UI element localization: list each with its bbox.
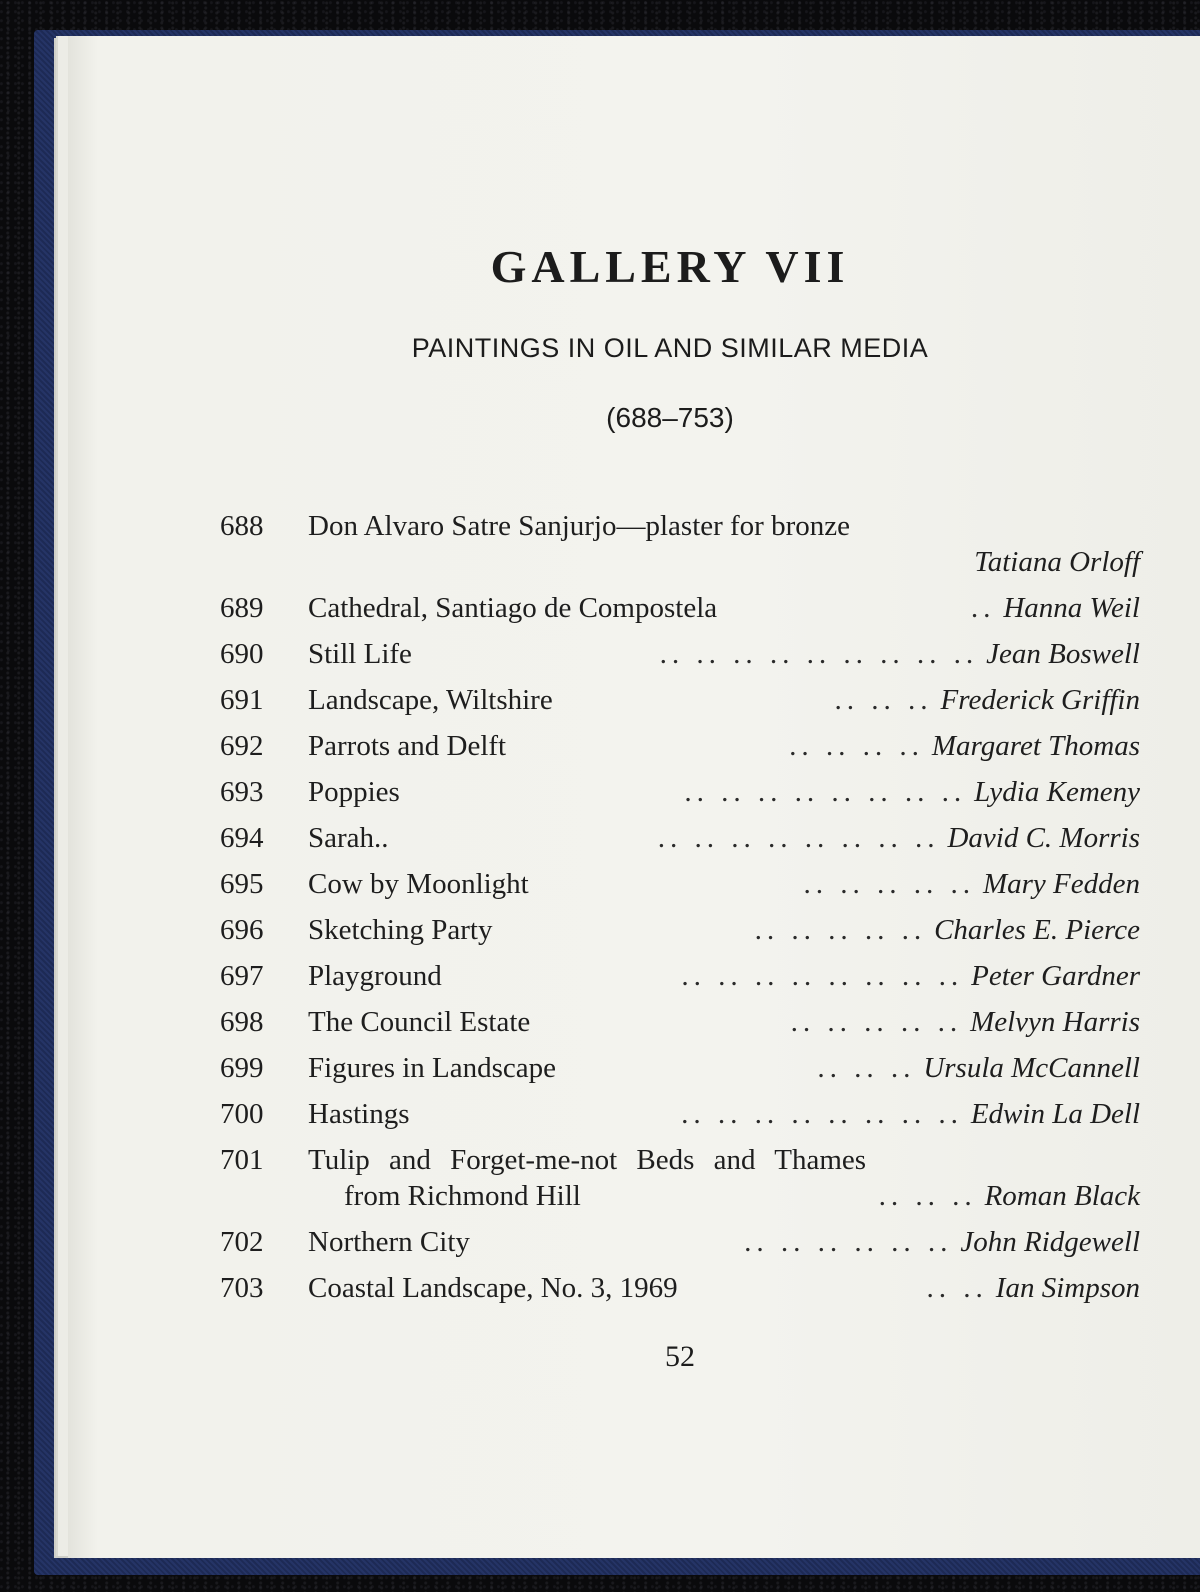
entry-number: 693 <box>220 776 264 808</box>
dot-leader: .. <box>971 592 997 624</box>
entries-list <box>220 510 1140 1318</box>
list-item <box>220 1272 1140 1318</box>
entry-artist <box>804 868 1140 901</box>
dot-leader: .. .. .. <box>879 1180 978 1212</box>
list-item <box>220 1098 1140 1144</box>
entry-number: 688 <box>220 510 264 542</box>
artist-name: Jean Boswell <box>986 638 1140 670</box>
list-item <box>220 1052 1140 1098</box>
entry-title: Tulip and Forget-me-not Beds and Thames <box>308 1144 867 1176</box>
entry-title: Playground <box>308 960 442 992</box>
dot-leader: .. .. .. .. .. .. <box>744 1226 954 1258</box>
artist-name: David C. Morris <box>947 822 1140 854</box>
artist-name: Frederick Griffin <box>940 684 1140 716</box>
entry-number: 694 <box>220 822 264 854</box>
dot-leader: .. .. .. .. .. <box>755 914 927 946</box>
entry-artist <box>879 1180 1140 1213</box>
list-item <box>220 822 1140 868</box>
entry-title: Sketching Party <box>308 914 493 946</box>
artist-name: Margaret Thomas <box>931 730 1140 762</box>
dot-leader: .. .. <box>927 1272 989 1304</box>
entry-artist <box>972 592 1140 625</box>
entry-title: Parrots and Delft <box>308 730 507 762</box>
artist-name: Roman Black <box>984 1180 1140 1212</box>
section-subtitle: PAINTINGS IN OIL AND SIMILAR MEDIA <box>411 333 929 363</box>
entry-number: 690 <box>220 638 264 670</box>
entry-number: 699 <box>220 1052 264 1084</box>
list-item <box>220 776 1140 822</box>
page-title: GALLERY VII <box>490 241 850 292</box>
entry-artist <box>682 1098 1140 1131</box>
entry-number: 698 <box>220 1006 264 1038</box>
artist-name: Ursula McCannell <box>923 1052 1140 1084</box>
dot-leader: .. .. .. .. .. .. .. .. <box>681 1098 964 1130</box>
page-number: 52 <box>665 1340 695 1373</box>
entry-artist <box>755 914 1140 947</box>
artist-name: John Ridgewell <box>960 1226 1140 1258</box>
entry-number: 692 <box>220 730 264 762</box>
dot-leader: .. .. .. .. .. <box>791 1006 963 1038</box>
list-item <box>220 592 1140 638</box>
dot-leader: .. .. .. .. .. .. .. .. .. <box>660 638 979 670</box>
entry-title: Coastal Landscape, No. 3, 1969 <box>308 1272 678 1304</box>
entry-artist <box>682 960 1140 993</box>
artist-name: Charles E. Pierce <box>934 914 1140 946</box>
dot-leader: .. .. .. .. .. .. .. .. <box>685 776 967 808</box>
artist-name: Hanna Weil <box>1003 592 1140 624</box>
entry-title: Sarah.. <box>308 822 389 854</box>
entry-artist <box>658 822 1140 855</box>
entry-artist <box>745 1226 1140 1259</box>
list-item <box>220 1006 1140 1052</box>
entry-number: 701 <box>220 1144 264 1176</box>
entry-artist <box>927 1272 1140 1305</box>
entry-number: 703 <box>220 1272 264 1304</box>
entry-number: 697 <box>220 960 264 992</box>
entry-title: The Council Estate <box>308 1006 531 1038</box>
entry-title: Landscape, Wiltshire <box>308 684 553 716</box>
artist-name: Melvyn Harris <box>970 1006 1140 1038</box>
entry-title: Cow by Moonlight <box>308 868 529 900</box>
entry-title: Don Alvaro Satre Sanjurjo—plaster for bronze <box>308 510 850 542</box>
entry-title: Figures in Landscape <box>308 1052 557 1084</box>
dot-leader: .. .. .. .. .. .. .. .. <box>658 822 941 854</box>
list-item <box>220 684 1140 730</box>
entry-number: 702 <box>220 1226 264 1258</box>
number-range: (688–753) <box>606 402 734 433</box>
entry-artist <box>685 776 1140 809</box>
list-item <box>220 510 1140 592</box>
dot-leader: .. .. .. .. .. <box>804 868 976 900</box>
artist-name: Ian Simpson <box>995 1272 1140 1304</box>
dot-leader: .. .. .. <box>835 684 934 716</box>
entry-title: Hastings <box>308 1098 410 1130</box>
list-item <box>220 1144 1140 1226</box>
entry-number: 700 <box>220 1098 264 1130</box>
entry-artist <box>790 730 1140 763</box>
list-item <box>220 960 1140 1006</box>
entry-title: Northern City <box>308 1226 470 1258</box>
dot-leader: .. .. .. .. <box>789 730 925 762</box>
artist-name: Edwin La Dell <box>970 1098 1140 1130</box>
entry-number: 691 <box>220 684 264 716</box>
dot-leader: .. .. .. .. .. .. .. .. <box>682 960 964 992</box>
list-item <box>220 868 1140 914</box>
entry-artist <box>660 638 1140 671</box>
artist-name: Peter Gardner <box>971 960 1140 992</box>
entry-number: 696 <box>220 914 264 946</box>
list-item <box>220 914 1140 960</box>
entry-artist <box>791 1006 1140 1039</box>
entry-artist <box>818 1052 1140 1085</box>
entry-number: 695 <box>220 868 264 900</box>
entry-title: Poppies <box>308 776 400 808</box>
dot-leader: .. .. .. <box>818 1052 917 1084</box>
artist-name: Lydia Kemeny <box>974 776 1140 808</box>
entry-title-continued: from Richmond Hill <box>344 1180 581 1212</box>
entry-title: Cathedral, Santiago de Compostela <box>308 592 718 624</box>
entry-title: Still Life <box>308 638 412 670</box>
entry-artist: Tatiana Orloff <box>974 546 1140 578</box>
list-item <box>220 638 1140 684</box>
entry-number: 689 <box>220 592 264 624</box>
artist-name: Mary Fedden <box>982 868 1140 900</box>
list-item <box>220 730 1140 776</box>
entry-artist <box>835 684 1140 717</box>
list-item <box>220 1226 1140 1272</box>
